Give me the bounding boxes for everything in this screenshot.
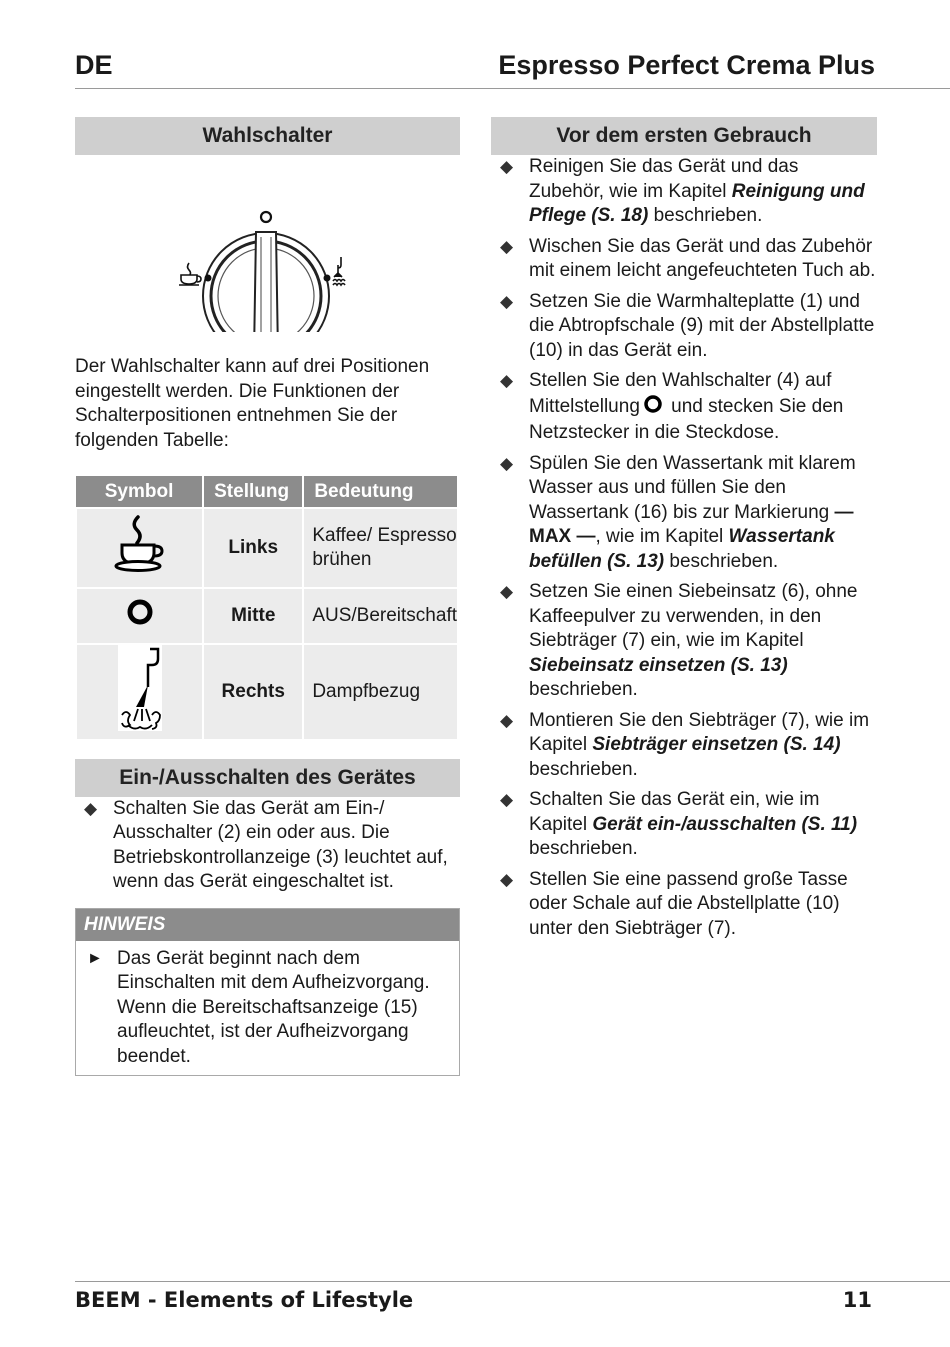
- table-header-bedeutung: Bedeutung: [303, 476, 458, 508]
- list-item: [491, 868, 877, 942]
- note-label: HINWEIS: [76, 909, 459, 941]
- list-item: [491, 580, 877, 703]
- list-item-text: Stellen Sie eine passend große Tasse oder Schale auf die Abstellplatte (10) unter den Siebträger (7).: [529, 868, 848, 939]
- coffee-cup-icon: [76, 508, 203, 588]
- selector-dial-icon: [75, 169, 460, 332]
- steam-wand-icon: [76, 644, 203, 740]
- meaning-rechts: Dampfbezug: [303, 644, 458, 740]
- header-title: Espresso Perfect Crema Plus: [498, 50, 875, 80]
- max-marking: — MAX —: [529, 501, 854, 547]
- list-item-text: beschrieben.: [664, 550, 779, 572]
- list-item-text: beschrieben.: [648, 205, 763, 226]
- diamond-bullet-icon: ◆: [84, 798, 98, 818]
- position-mitte: Mitte: [203, 588, 303, 644]
- list-item: [491, 235, 877, 284]
- chapter-reference: Reinigung und Pflege (S. 18): [529, 180, 865, 226]
- chapter-reference: Siebträger einsetzen (S. 14): [592, 734, 841, 755]
- meaning-links: Kaffee/ Espresso brühen: [303, 508, 458, 588]
- diamond-bullet-icon: ◆: [500, 582, 514, 601]
- ring-icon: [643, 394, 663, 422]
- header-rule: [75, 88, 950, 89]
- list-item-text: beschrieben.: [529, 838, 638, 859]
- ring-icon: [76, 588, 203, 644]
- list-item: [491, 155, 877, 229]
- list-item: [75, 797, 460, 895]
- list-item-text: Montieren Sie den Siebträger (7), wie im Kapitel: [529, 709, 870, 755]
- footer-brand: BEEM - Elements of Lifestyle: [75, 1288, 414, 1312]
- list-item-text: Wischen Sie das Gerät und das Zubehör mit einem leicht angefeuchteten Tuch ab.: [529, 235, 876, 281]
- list-item: [491, 709, 877, 783]
- note-box: [75, 908, 460, 1077]
- left-column: [75, 117, 460, 1076]
- section-heading-vor-dem-ersten-gebrauch: Vor dem ersten Gebrauch: [491, 117, 877, 155]
- list-item: [491, 452, 877, 575]
- table-row: [76, 508, 458, 588]
- note-body: [76, 941, 459, 1076]
- first-use-instructions-list: [491, 155, 877, 941]
- diamond-bullet-icon: ◆: [500, 869, 514, 889]
- list-item-text: , wie im Kapitel: [595, 526, 729, 547]
- diamond-bullet-icon: ◆: [500, 157, 514, 176]
- diamond-bullet-icon: ◆: [500, 710, 514, 730]
- arrow-right-icon: ►: [87, 949, 103, 967]
- list-item-text: Stellen Sie den Wahlschalter (4) auf Mittelstellung: [529, 370, 832, 417]
- list-item: [491, 290, 877, 364]
- position-links: Links: [203, 508, 303, 588]
- right-column: [491, 117, 877, 947]
- footer-rule: [75, 1281, 950, 1282]
- table-header-symbol: Symbol: [76, 476, 203, 508]
- section-heading-ein-ausschalten: Ein-/Ausschalten des Gerätes: [75, 759, 460, 797]
- note-text: Das Gerät beginnt nach dem Einschalten mit dem Aufheizvorgang. Wenn die Bereitschaftsanzeige (15) aufleuchtet, ist der Aufheizvorgang beendet.: [117, 947, 430, 1067]
- chapter-reference: Gerät ein-/ausschalten (S. 11): [592, 813, 858, 835]
- list-item-text: beschrieben.: [529, 758, 638, 780]
- list-item-text: Schalten Sie das Gerät am Ein-/ Ausschalter (2) ein oder aus. Die Betriebskontrollanzeige (3) leuchtet auf, wenn das Gerät eingeschaltet ist.: [113, 797, 448, 892]
- table-header-stellung: Stellung: [203, 476, 303, 508]
- table-row: [76, 588, 458, 644]
- selector-dial-figure: [75, 169, 460, 332]
- section-heading-wahlschalter: Wahlschalter: [75, 117, 460, 155]
- list-item: [491, 788, 877, 862]
- list-item-text: Setzen Sie einen Siebeinsatz (6), ohne Kaffeepulver zu verwenden, in den Siebträger (7) ein, wie im Kapitel: [529, 581, 858, 651]
- chapter-reference: Siebeinsatz einsetzen (S. 13): [529, 654, 788, 676]
- diamond-bullet-icon: ◆: [500, 291, 514, 311]
- list-item-text: Setzen Sie die Warmhalteplatte (1) und die Abtropfschale (9) mit der Abstellplatte (10) in das Gerät ein.: [529, 290, 875, 361]
- list-item: [491, 369, 877, 446]
- position-rechts: Rechts: [203, 644, 303, 740]
- table-row: [76, 644, 458, 740]
- list-item-text: beschrieben.: [529, 679, 638, 700]
- page-number: 11: [842, 1288, 872, 1312]
- chapter-reference: Wassertank befüllen (S. 13): [529, 526, 835, 572]
- power-instructions-list: [75, 797, 460, 895]
- list-item-text: und stecken Sie den Netzstecker in die Steckdose.: [529, 395, 844, 443]
- diamond-bullet-icon: ◆: [500, 236, 514, 256]
- meaning-mitte: AUS/Bereitschaft: [303, 588, 458, 644]
- header-language: DE: [75, 50, 113, 80]
- diamond-bullet-icon: ◆: [500, 790, 514, 809]
- list-item-text: Reinigen Sie das Gerät und das Zubehör, wie im Kapitel: [529, 156, 799, 202]
- list-item-text: Schalten Sie das Gerät ein, wie im Kapitel: [529, 789, 820, 835]
- list-item-text: Spülen Sie den Wassertank mit klarem Wasser aus und füllen Sie den Wassertank (16) bis zur Markierung: [529, 452, 856, 523]
- diamond-bullet-icon: ◆: [500, 453, 514, 473]
- intro-paragraph: Der Wahlschalter kann auf drei Positionen eingestellt werden. Die Funktionen der Schalterpositionen entnehmen Sie der folgenden Tabelle:: [75, 356, 430, 451]
- diamond-bullet-icon: ◆: [500, 371, 514, 390]
- selector-positions-table: [75, 476, 459, 741]
